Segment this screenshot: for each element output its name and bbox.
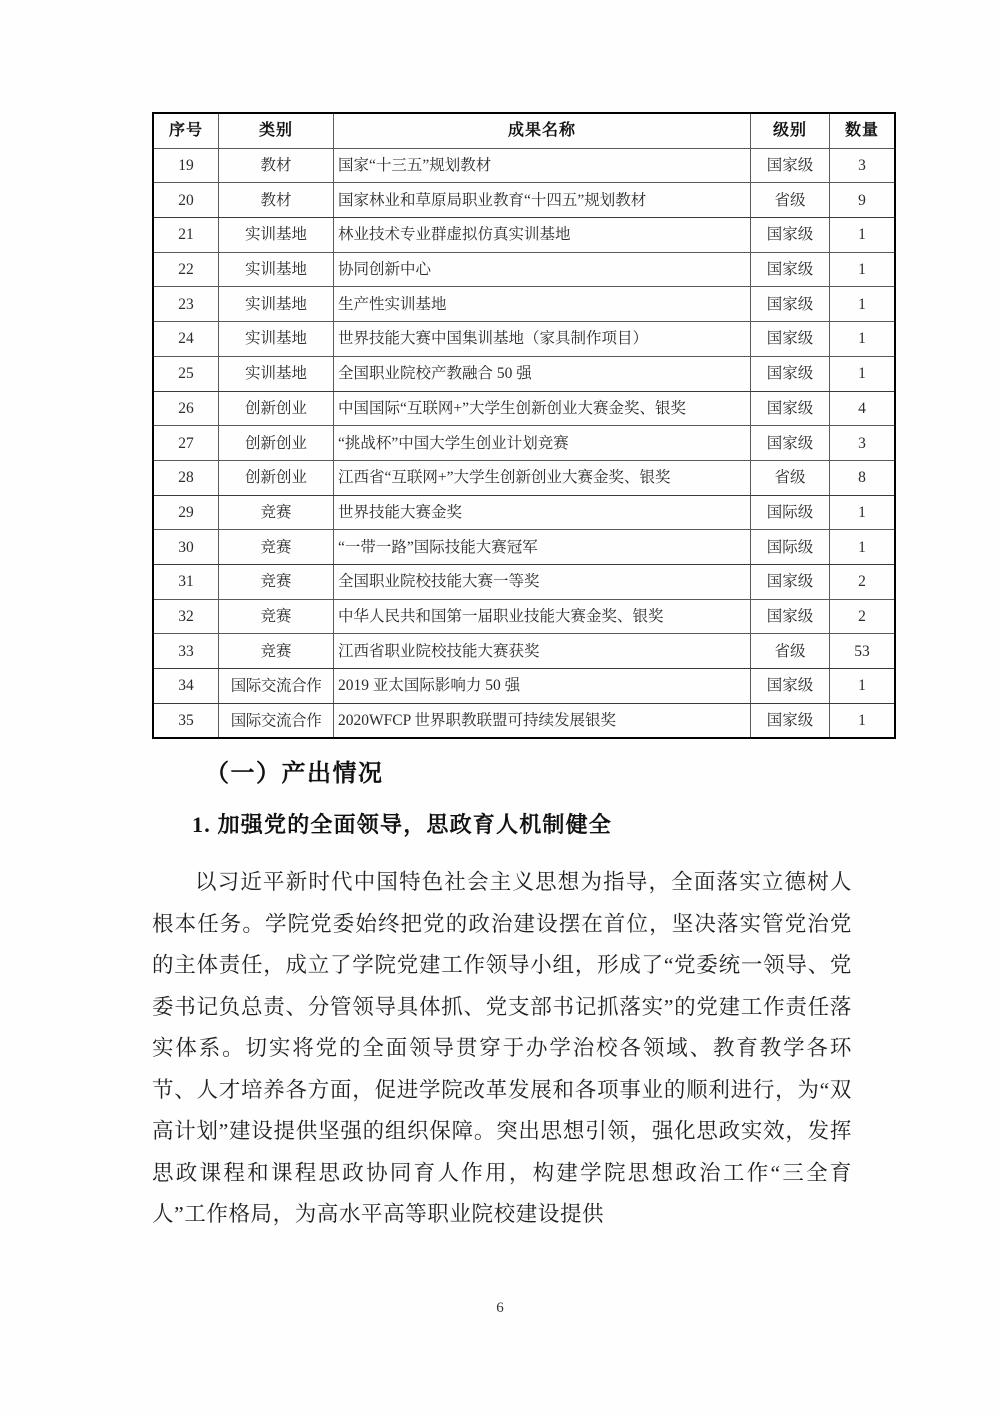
cell-level: 国家级 [751,148,830,183]
cell-quantity: 1 [830,703,896,738]
cell-serial: 23 [153,287,219,322]
cell-quantity: 1 [830,322,896,357]
cell-achievement-name: 世界技能大赛中国集训基地（家具制作项目） [334,322,751,357]
cell-category: 实训基地 [219,218,334,253]
cell-achievement-name: “一带一路”国际技能大赛冠军 [334,530,751,565]
section-heading: （一）产出情况 [205,761,384,787]
sub-heading: 1. 加强党的全面领导，思政育人机制健全 [192,812,613,837]
cell-serial: 34 [153,669,219,704]
cell-level: 国家级 [751,703,830,738]
cell-category: 实训基地 [219,287,334,322]
cell-level: 省级 [751,183,830,218]
cell-quantity: 3 [830,148,896,183]
table-row [153,322,895,357]
cell-serial: 22 [153,252,219,287]
table-row [153,460,895,495]
cell-quantity: 8 [830,460,896,495]
cell-category: 实训基地 [219,356,334,391]
cell-level: 国家级 [751,218,830,253]
cell-achievement-name: 中国国际“互联网+”大学生创新创业大赛金奖、银奖 [334,391,751,426]
table-row [153,391,895,426]
cell-serial: 29 [153,495,219,530]
body-text [152,862,852,1236]
achievements-table [152,112,896,739]
table-body [153,148,895,738]
column-header-category: 类别 [219,113,334,148]
cell-serial: 19 [153,148,219,183]
cell-serial: 21 [153,218,219,253]
cell-level: 国家级 [751,599,830,634]
cell-achievement-name: 全国职业院校产教融合 50 强 [334,356,751,391]
cell-serial: 27 [153,426,219,461]
table-row [153,669,895,704]
column-header-achievement-name: 成果名称 [334,113,751,148]
cell-category: 竞赛 [219,634,334,669]
cell-category: 创新创业 [219,426,334,461]
cell-level: 国家级 [751,252,830,287]
table-row [153,148,895,183]
cell-achievement-name: 中华人民共和国第一届职业技能大赛金奖、银奖 [334,599,751,634]
cell-quantity: 1 [830,252,896,287]
cell-quantity: 9 [830,183,896,218]
cell-serial: 26 [153,391,219,426]
table-row [153,599,895,634]
cell-quantity: 53 [830,634,896,669]
cell-level: 国家级 [751,564,830,599]
cell-achievement-name: 国家“十三五”规划教材 [334,148,751,183]
table-header-row [153,113,895,148]
cell-category: 竞赛 [219,564,334,599]
cell-quantity: 1 [830,356,896,391]
table-row [153,703,895,738]
cell-level: 省级 [751,460,830,495]
cell-achievement-name: 世界技能大赛金奖 [334,495,751,530]
page-number: 6 [496,1300,504,1316]
cell-achievement-name: 全国职业院校技能大赛一等奖 [334,564,751,599]
cell-level: 国家级 [751,356,830,391]
cell-achievement-name: 2020WFCP 世界职教联盟可持续发展银奖 [334,703,751,738]
cell-category: 竞赛 [219,495,334,530]
cell-level: 国家级 [751,391,830,426]
cell-serial: 28 [153,460,219,495]
cell-category-text: 国际交流合作 [230,677,322,695]
cell-quantity: 2 [830,564,896,599]
cell-serial: 31 [153,564,219,599]
cell-category [219,669,334,704]
table-row [153,564,895,599]
table-header [153,113,895,148]
cell-serial: 20 [153,183,219,218]
cell-level: 国家级 [751,287,830,322]
cell-category [219,703,334,738]
column-header-serial: 序号 [153,113,219,148]
cell-category: 竞赛 [219,599,334,634]
cell-quantity: 2 [830,599,896,634]
table-row [153,252,895,287]
cell-category: 实训基地 [219,322,334,357]
cell-category: 实训基地 [219,252,334,287]
cell-level: 国家级 [751,426,830,461]
cell-category: 教材 [219,183,334,218]
cell-category-text: 国际交流合作 [230,712,322,730]
table-row [153,356,895,391]
cell-serial: 25 [153,356,219,391]
table-row [153,426,895,461]
cell-level: 国家级 [751,322,830,357]
cell-quantity: 1 [830,669,896,704]
cell-quantity: 1 [830,495,896,530]
cell-category: 教材 [219,148,334,183]
cell-category: 创新创业 [219,391,334,426]
cell-serial: 33 [153,634,219,669]
cell-level: 国家级 [751,669,830,704]
cell-achievement-name: “挑战杯”中国大学生创业计划竞赛 [334,426,751,461]
cell-level: 国际级 [751,530,830,565]
cell-serial: 30 [153,530,219,565]
cell-achievement-name: 林业技术专业群虚拟仿真实训基地 [334,218,751,253]
cell-quantity: 3 [830,426,896,461]
table-row [153,218,895,253]
cell-category: 竞赛 [219,530,334,565]
cell-achievement-name: 2019 亚太国际影响力 50 强 [334,669,751,704]
cell-quantity: 1 [830,530,896,565]
cell-quantity: 1 [830,218,896,253]
cell-achievement-name: 江西省职业院校技能大赛获奖 [334,634,751,669]
cell-category: 创新创业 [219,460,334,495]
cell-level: 国际级 [751,495,830,530]
cell-achievement-name: 国家林业和草原局职业教育“十四五”规划教材 [334,183,751,218]
cell-serial: 24 [153,322,219,357]
column-header-quantity: 数量 [830,113,896,148]
cell-achievement-name: 协同创新中心 [334,252,751,287]
cell-achievement-name: 生产性实训基地 [334,287,751,322]
table-row [153,287,895,322]
cell-serial: 35 [153,703,219,738]
paragraph-1: 以习近平新时代中国特色社会主义思想为指导，全面落实立德树人根本任务。学院党委始终把党的政治建设摆在首位，坚决落实管党治党的主体责任，成立了学院党建工作领导小组，形成了“党委统一领导、党委书记负总责、分管领导具体抓、党支部书记抓落实”的党建工作责任落实体系。切实将党的全面领导贯穿于办学治校各领域、教育教学各环节、人才培养各方面，促进学院改革发展和各项事业的顺利进行，为“双高计划”建设提供坚强的组织保障。突出思想引领，强化思政实效，发挥思政课程和课程思政协同育人作用，构建学院思想政治工作“三全育人”工作格局，为高水平高等职业院校建设提供 [152,870,852,1226]
table-row [153,530,895,565]
table-row [153,634,895,669]
cell-achievement-name: 江西省“互联网+”大学生创新创业大赛金奖、银奖 [334,460,751,495]
table-row [153,495,895,530]
cell-serial: 32 [153,599,219,634]
table-row [153,183,895,218]
column-header-level: 级别 [751,113,830,148]
cell-quantity: 4 [830,391,896,426]
cell-quantity: 1 [830,287,896,322]
cell-level: 省级 [751,634,830,669]
